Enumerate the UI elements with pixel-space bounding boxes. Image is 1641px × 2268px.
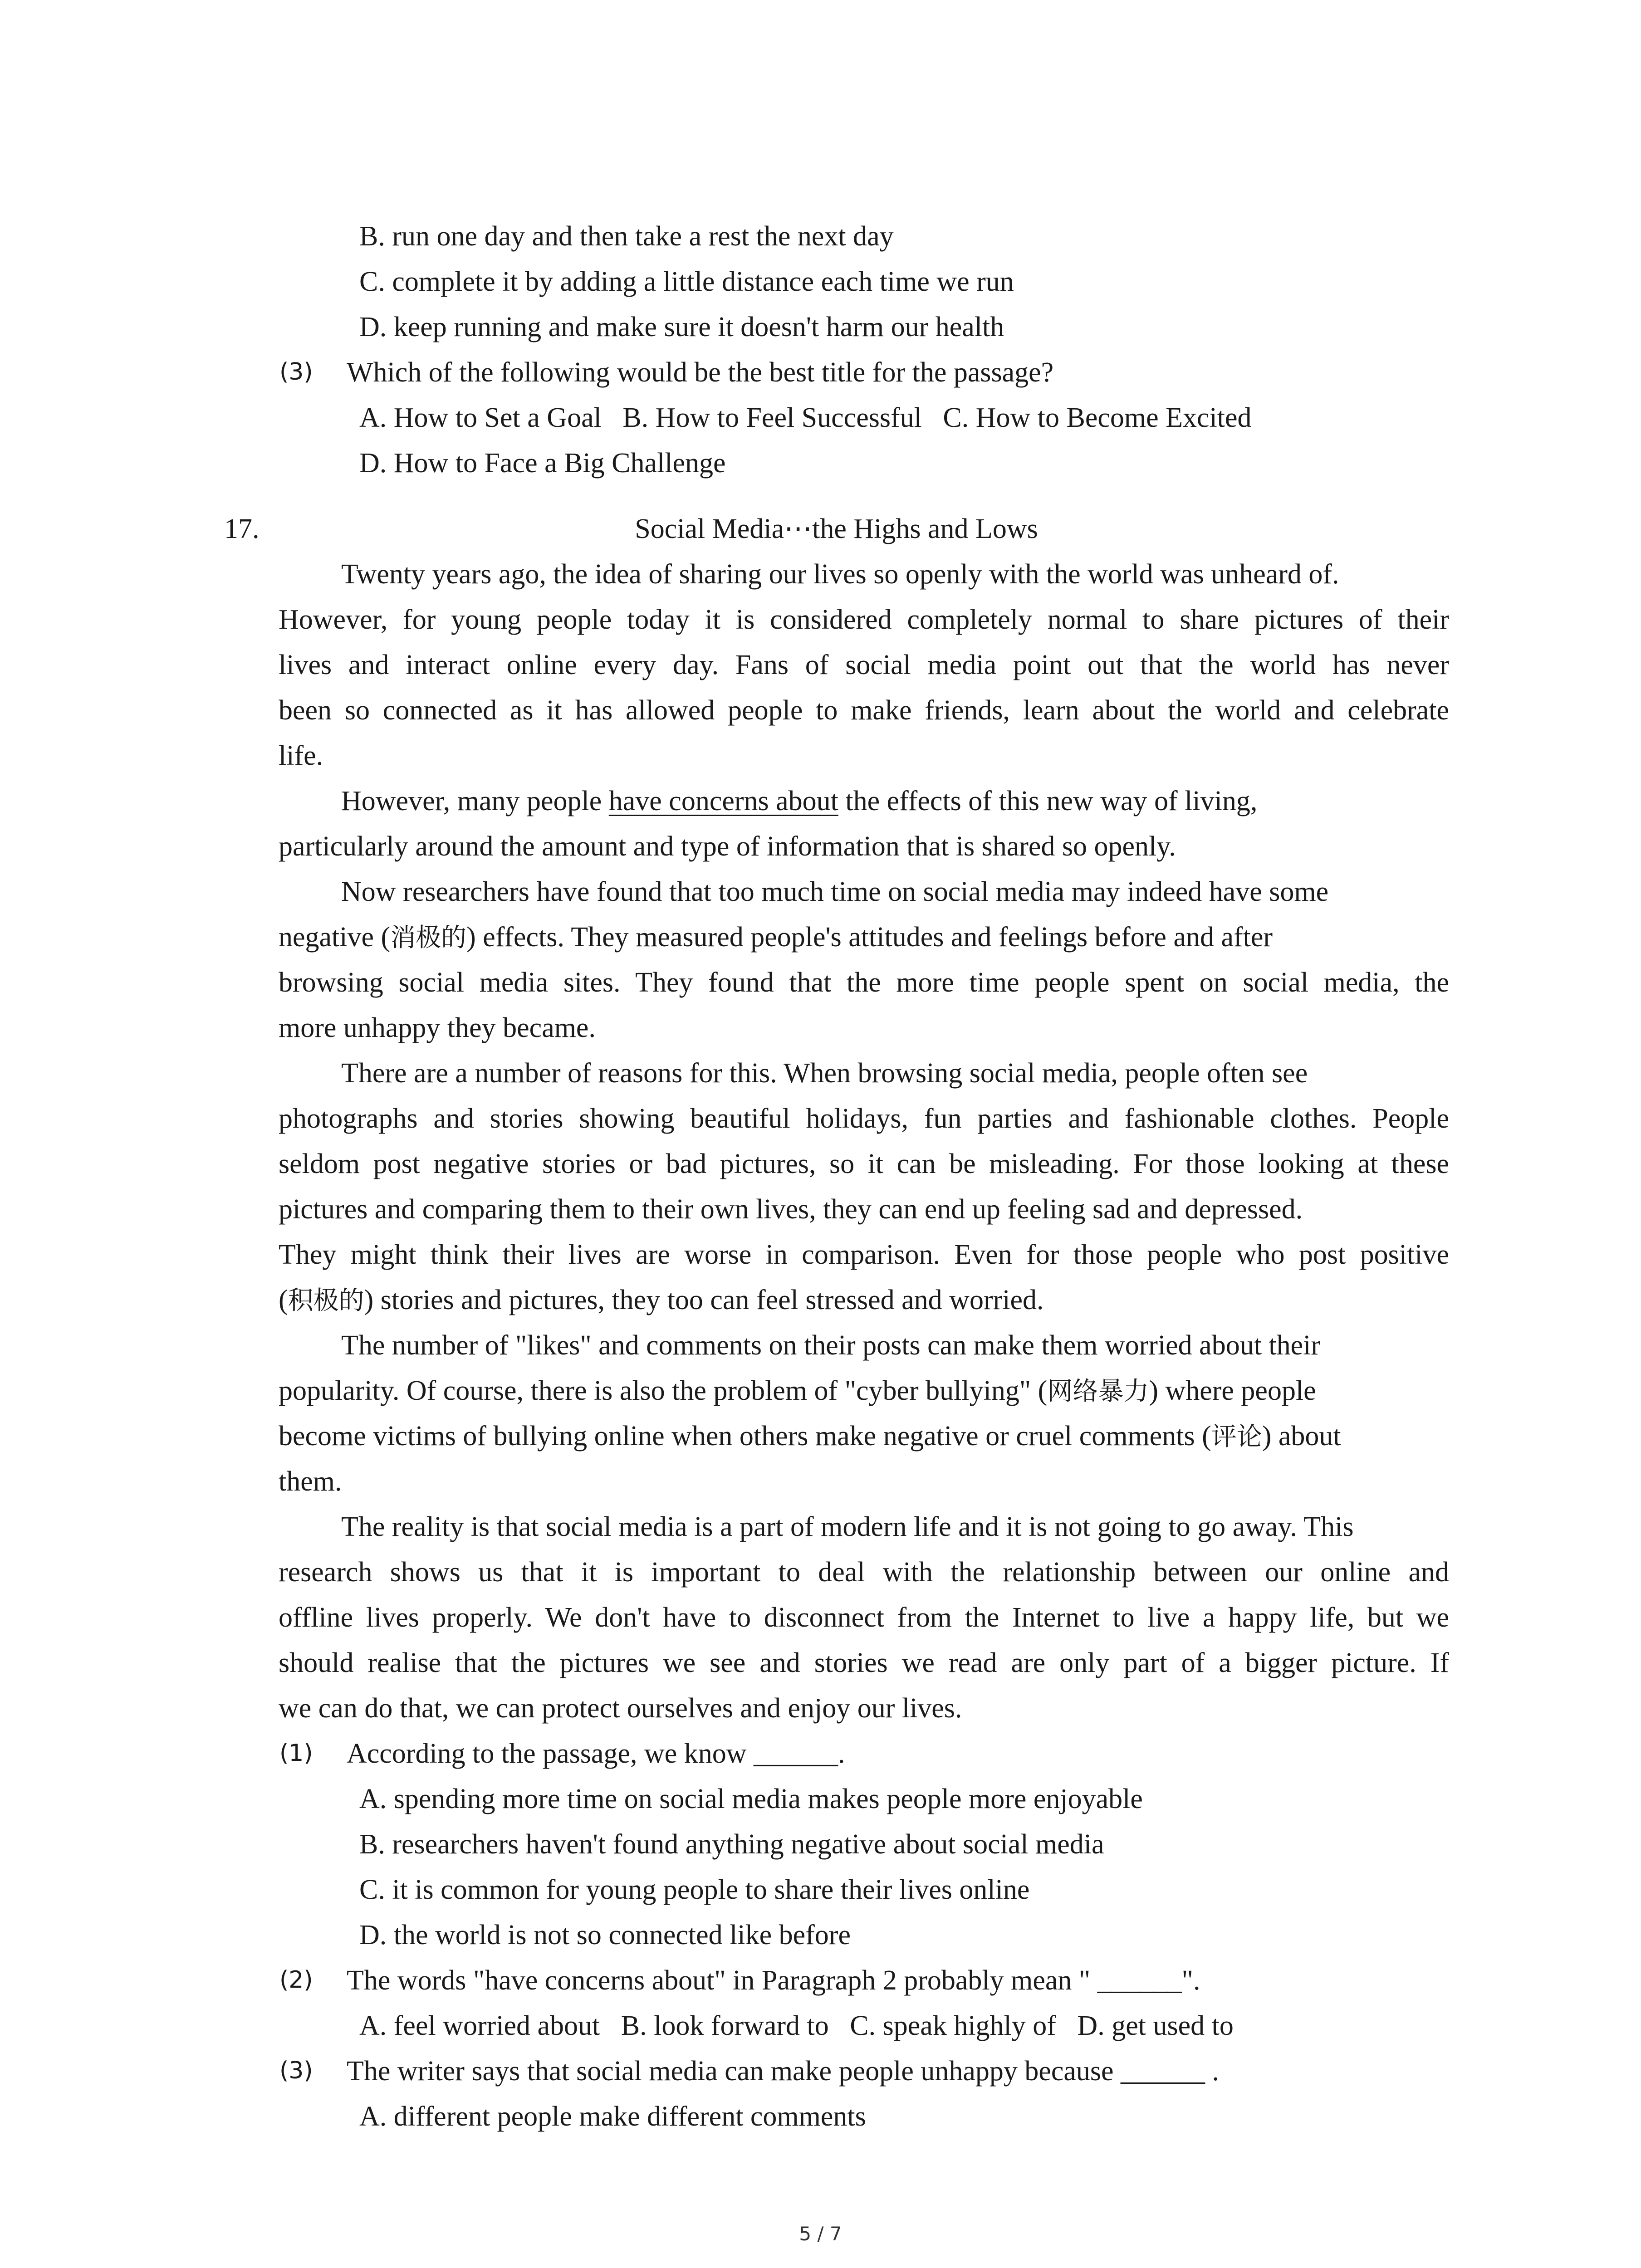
- text: ) about: [1262, 1421, 1341, 1452]
- text: ) effects. They measured people's attitudes and feelings before and after: [466, 922, 1273, 953]
- paragraph-line: Now researchers have found that too much time on social media may indeed have some: [341, 876, 1329, 907]
- paragraph-line: The number of "likes" and comments on their posts can make them worried about their: [341, 1330, 1321, 1361]
- option-a: A. spending more time on social media makes people more enjoyable: [359, 1784, 1143, 1814]
- paragraph-line: There are a number of reasons for this. When browsing social media, people often see: [341, 1058, 1308, 1089]
- text: negative (: [279, 922, 391, 953]
- paragraph-line: life.: [279, 740, 323, 771]
- paragraph-line: seldom post negative stories or bad pictures, so it can be misleading. For those looking at these: [279, 1149, 1449, 1179]
- option-b: B. researchers haven't found anything negative about social media: [359, 1829, 1104, 1860]
- option-d: D. get used to: [1077, 2010, 1234, 2041]
- paragraph-line: been so connected as it has allowed people to make friends, learn about the world and celebrate: [279, 695, 1449, 726]
- option-a: A. different people make different comments: [359, 2101, 866, 2132]
- paragraph-line: [279, 923, 1273, 951]
- text: However, many people: [341, 786, 602, 816]
- chinese-gloss: 网络暴力: [1047, 1377, 1149, 1406]
- text: ) where people: [1149, 1375, 1316, 1406]
- question-number: (1): [279, 1740, 313, 1767]
- option-d: D. How to Face a Big Challenge: [359, 448, 726, 479]
- paragraph-line: particularly around the amount and type of information that is shared so openly.: [279, 831, 1176, 862]
- text: popularity. Of course, there is also the problem of "cyber bullying" (: [279, 1375, 1048, 1406]
- passage-title: Social Media⋯the Highs and Lows: [635, 513, 1038, 544]
- question-number: (3): [279, 358, 313, 386]
- chinese-gloss: 积极的: [288, 1286, 364, 1315]
- option-b: B. look forward to: [621, 2010, 829, 2041]
- paragraph-line: should realise that the pictures we see and stories we read are only part of a bigger picture. If: [279, 1647, 1449, 1678]
- option-c: C. complete it by adding a little distance each time we run: [359, 266, 1014, 297]
- text: the effects of this new way of living,: [845, 786, 1258, 816]
- paragraph-line: [279, 1286, 1044, 1314]
- text: (: [279, 1285, 288, 1315]
- page-number: 5 / 7: [799, 2223, 842, 2245]
- paragraph-line: Twenty years ago, the idea of sharing our lives so openly with the world was unheard of.: [341, 559, 1339, 590]
- question-stem: The words "have concerns about" in Paragraph 2 probably mean " ______".: [347, 1965, 1200, 1996]
- text: become victims of bullying online when others make negative or cruel comments (: [279, 1421, 1211, 1452]
- option-a: A. How to Set a Goal: [359, 402, 602, 433]
- options-row: [359, 2012, 1234, 2040]
- option-c: C. How to Become Excited: [943, 402, 1252, 433]
- paragraph-line: They might think their lives are worse in comparison. Even for those people who post positive: [279, 1239, 1449, 1270]
- paragraph-line: we can do that, we can protect ourselves and enjoy our lives.: [279, 1693, 962, 1724]
- paragraph-line: [279, 1377, 1316, 1405]
- question-stem: The writer says that social media can make people unhappy because ______ .: [347, 2056, 1220, 2087]
- option-b: B. run one day and then take a rest the next day: [359, 221, 894, 252]
- paragraph-line: offline lives properly. We don't have to disconnect from the Internet to live a happy life, but we: [279, 1602, 1449, 1633]
- question-number: (3): [279, 2057, 313, 2084]
- question-stem: According to the passage, we know ______.: [347, 1738, 845, 1769]
- options-row: [359, 404, 1251, 432]
- underlined-phrase: have concerns about: [608, 786, 838, 816]
- question-number: (2): [279, 1966, 313, 1994]
- paragraph-line: pictures and comparing them to their own lives, they can end up feeling sad and depressed.: [279, 1194, 1303, 1225]
- paragraph-line: [279, 1422, 1341, 1450]
- paragraph-line: research shows us that it is important to deal with the relationship between our online and: [279, 1557, 1449, 1588]
- paragraph-line: them.: [279, 1466, 342, 1497]
- option-d: D. keep running and make sure it doesn't harm our health: [359, 312, 1004, 342]
- question-number: 17.: [224, 513, 260, 544]
- option-c: C. it is common for young people to share their lives online: [359, 1874, 1030, 1905]
- paragraph-line: The reality is that social media is a part of modern life and it is not going to go away. This: [341, 1511, 1354, 1542]
- chinese-gloss: 消极的: [390, 923, 467, 953]
- option-c: C. speak highly of: [850, 2010, 1056, 2041]
- paragraph-line: However, for young people today it is considered completely normal to share pictures of their: [279, 604, 1449, 635]
- paragraph-line: photographs and stories showing beautiful holidays, fun parties and fashionable clothes. People: [279, 1103, 1449, 1134]
- paragraph-line: more unhappy they became.: [279, 1012, 596, 1043]
- option-a: A. feel worried about: [359, 2010, 600, 2041]
- paragraph-line: lives and interact online every day. Fans of social media point out that the world has never: [279, 650, 1449, 680]
- question-stem: Which of the following would be the best title for the passage?: [347, 357, 1054, 388]
- paragraph-line: browsing social media sites. They found that the more time people spent on social media, the: [279, 967, 1449, 998]
- chinese-gloss: 评论: [1211, 1422, 1262, 1452]
- option-b: B. How to Feel Successful: [622, 402, 922, 433]
- option-d: D. the world is not so connected like before: [359, 1920, 851, 1950]
- text: ) stories and pictures, they too can feel stressed and worried.: [364, 1285, 1044, 1315]
- paragraph-line: [341, 787, 1257, 815]
